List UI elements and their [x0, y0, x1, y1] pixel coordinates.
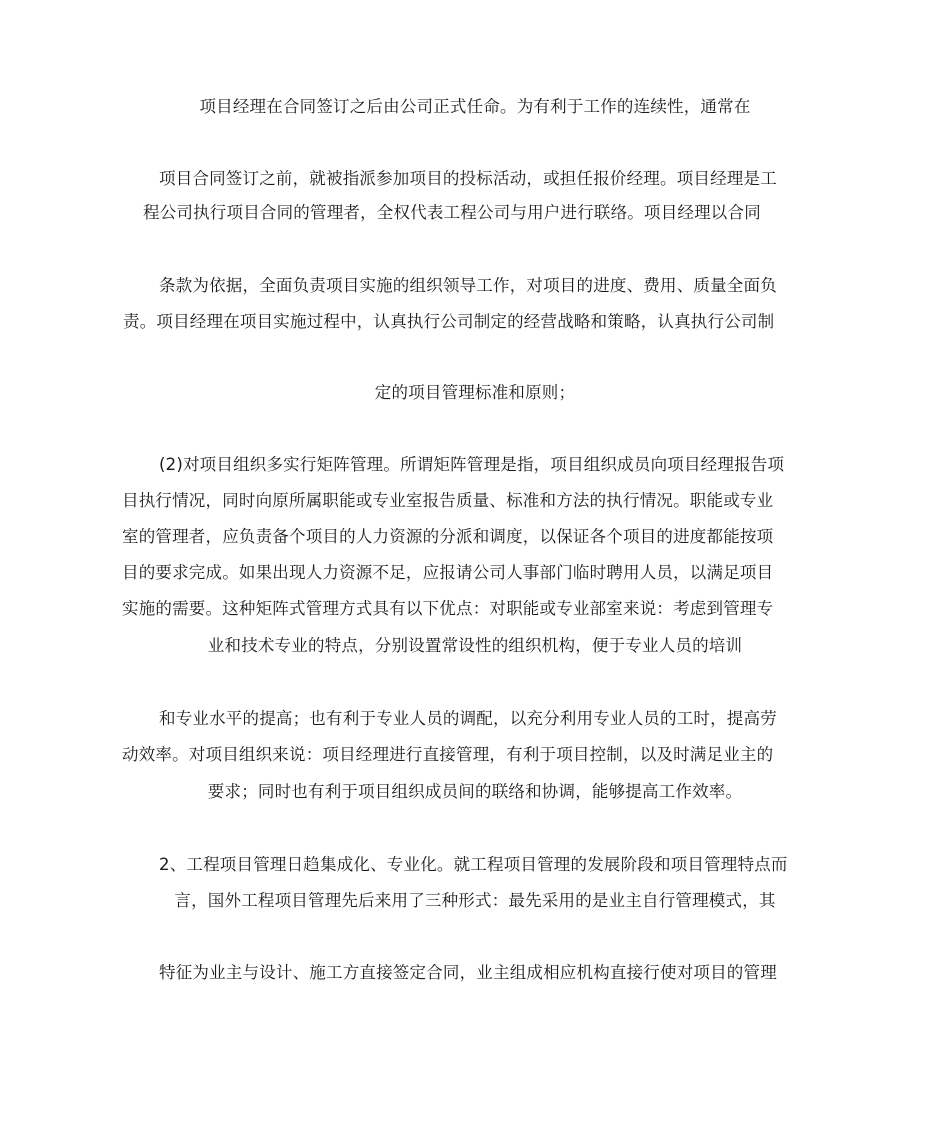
- text-line: 实施的需要。这种矩阵式管理方式具有以下优点：对职能或专业部室来说：考虑到管理专: [122, 599, 774, 618]
- text-line: 项目经理在合同签订之后由公司正式任命。为有利于工作的连续性，通常在: [199, 97, 751, 116]
- text-line: 目执行情况，同时向原所属职能或专业室报告质量、标准和方法的执行情况。职能或专业: [122, 491, 774, 510]
- text-line: 特征为业主与设计、施工方直接签定合同，业主组成相应机构直接行使对项目的管理: [159, 963, 777, 982]
- text-line: 项目合同签订之前，就被指派参加项目的投标活动，或担任报价经理。项目经理是工: [159, 169, 777, 188]
- text-line: (2)对项目组织多实行矩阵管理。所谓矩阵管理是指，项目组织成员向项目经理报告项: [159, 455, 785, 474]
- text-line: 和专业水平的提高；也有利于专业人员的调配，以充分利用专业人员的工时，提高劳: [159, 709, 777, 728]
- text-line: 室的管理者，应负责备个项目的人力资源的分派和调度，以保证各个项目的进度都能按项: [122, 527, 774, 546]
- text-line: 定的项目管理标准和原则；: [374, 383, 576, 402]
- text-line: 目的要求完成。如果出现人力资源不足，应报请公司人事部门临时聘用人员，以满足项目: [122, 563, 774, 582]
- text-line: 言，国外工程项目管理先后来用了三种形式：最先采用的是业主自行管理模式，其: [174, 891, 776, 910]
- text-line: 要求；同时也有利于项目组织成员间的联络和协调，能够提高工作效率。: [207, 782, 743, 801]
- text-line: 业和技术专业的特点，分别设置常设性的组织机构，便于专业人员的培训: [207, 636, 743, 655]
- text-line: 2、工程项目管理日趋集成化、专业化。就工程项目管理的发展阶段和项目管理特点而: [159, 855, 788, 874]
- text-line: 条款为依据，全面负责项目实施的组织领导工作，对项目的进度、费用、质量全面负: [159, 276, 777, 295]
- text-line: 责。项目经理在项目实施过程中，认真执行公司制定的经营战略和策略，认真执行公司制: [123, 312, 775, 331]
- text-line: 程公司执行项目合同的管理者，全权代表工程公司与用户进行联络。项目经理以合同: [143, 203, 761, 222]
- text-line: 动效率。对项目组织来说：项目经理进行直接管理，有利于项目控制，以及时满足业主的: [122, 745, 774, 764]
